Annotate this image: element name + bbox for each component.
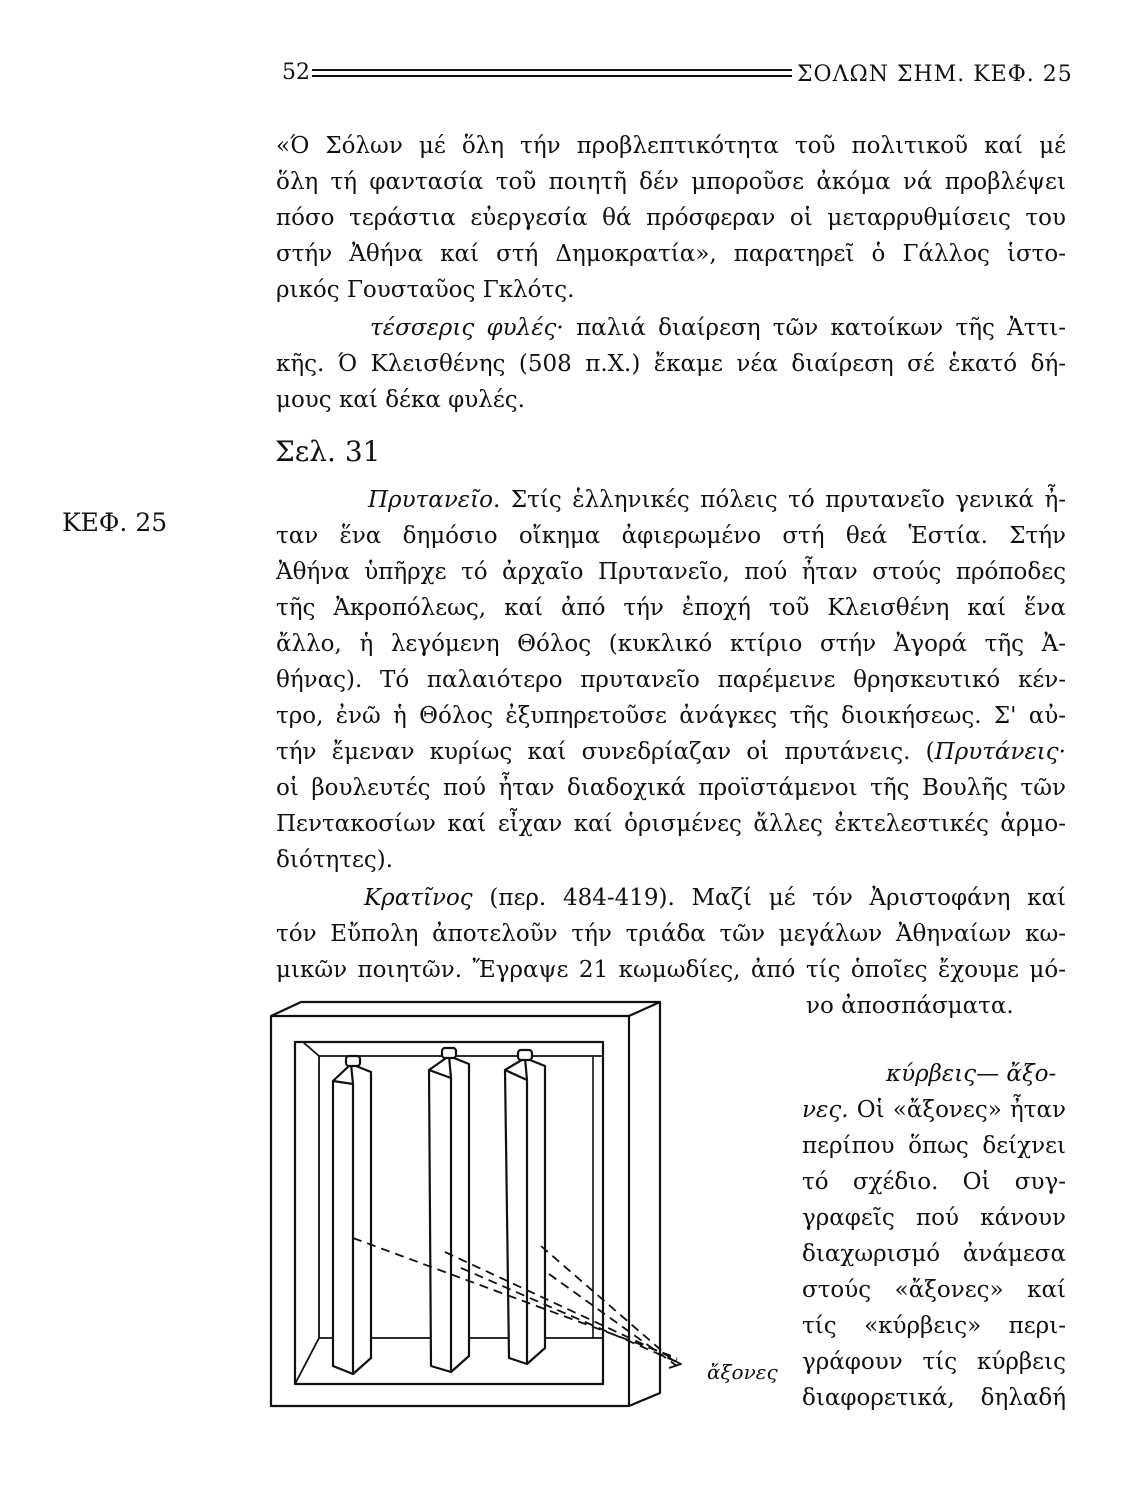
paragraph-prytaneion xyxy=(276,482,1066,878)
text-line: διαχωρισμό ἀνάμεσα xyxy=(802,1241,1066,1267)
term-four-tribes: τέσσερις φυλές· xyxy=(370,315,564,341)
paragraph-kyrbeis-axones xyxy=(802,1056,1066,1416)
frame-top-bevel xyxy=(271,1002,660,1016)
page-number: 52 xyxy=(282,60,310,85)
text-line: τίς «κύρβεις» περι- xyxy=(802,1313,1066,1339)
text-line: στήν Ἀθήνα καί στή Δημοκρατία», παρατηρεῖ ὁ Γάλλος ἱστο- xyxy=(276,241,1066,267)
term-prytaneis: Πρυτάνεις· xyxy=(934,739,1066,765)
axones-figure xyxy=(265,998,685,1422)
text-line: Πεντακοσίων καί εἶχαν καί ὁρισμένες ἄλλες ἐκτελεστικές ἁρμο- xyxy=(276,811,1066,837)
text-line: Ἀθήνα ὑπῆρχε τό ἀρχαῖο Πρυτανεῖο, πού ἦταν στούς πρόποδες xyxy=(276,559,1066,585)
term-prytaneion: Πρυτανεῖο. xyxy=(368,487,501,513)
text-fragment: παλιά διαίρεση τῶν κατοίκων τῆς Ἀττι- xyxy=(576,315,1067,341)
axon-1 xyxy=(333,1056,371,1374)
term-axones-end: νες. xyxy=(802,1097,849,1123)
text-line: ταν ἕνα δημόσιο οἴκημα ἀφιερωμένο στή θεά Ἑστία. Στήν xyxy=(276,523,1066,549)
header-rule xyxy=(312,75,792,77)
axon-2 xyxy=(429,1048,469,1372)
text-line xyxy=(276,482,1066,518)
text-line: γραφεῖς πού κάνουν xyxy=(802,1205,1066,1231)
section-heading: Σελ. 31 xyxy=(275,435,381,468)
text-line: κῆς. Ό Κλεισθένης (508 π.Χ.) ἔκαμε νέα διαίρεση σέ ἑκατό δή- xyxy=(276,351,1066,377)
text-line xyxy=(802,1092,1066,1128)
text-line: γράφουν τίς κύρβεις xyxy=(802,1349,1066,1375)
text-line: τόν Εὔπολη ἀποτελοῦν τήν τριάδα τῶν μεγάλων Ἀθηναίων κω- xyxy=(276,921,1066,947)
text-line: ρικός Γουσταῦος Γκλότς. xyxy=(276,277,575,303)
axon-3 xyxy=(505,1050,545,1364)
text-line: διότητες). xyxy=(276,847,394,873)
text-line: μικῶν ποιητῶν. Ἔγραψε 21 κωμωδίες, ἀπό τίς ὁποῖες ἔχουμε μό- xyxy=(276,957,1066,983)
text-line: τῆς Ἀκροπόλεως, καί ἀπό τήν ἐποχή τοῦ Κλεισθένη καί ἕνα xyxy=(276,595,1066,621)
text-line: ὅλη τή φαντασία τοῦ ποιητῆ δέν μποροῦσε ἀκόμα νά προβλέψει xyxy=(276,169,1066,195)
text-line: νο ἀποσπάσματα. xyxy=(806,993,1014,1019)
text-fragment: (περ. 484-419). Μαζί μέ τόν Ἀριστοφάνη καί xyxy=(489,885,1066,911)
header-rule xyxy=(312,69,792,71)
term-kyrbeis-axones: κύρβεις— ἄξο- xyxy=(886,1061,1057,1087)
text-fragment: Οἱ «ἄξονες» ἦταν xyxy=(856,1097,1066,1123)
text-line: ἄλλο, ἡ λεγόμενη Θόλος (κυκλικό κτίριο στήν Ἀγορά τῆς Ἀ- xyxy=(276,631,1066,657)
margin-chapter-note: ΚΕΦ. 25 xyxy=(62,508,168,537)
arrow-head-icon xyxy=(669,1358,681,1368)
running-title: ΣΟΛΩΝ ΣΗΜ. ΚΕΦ. 25 xyxy=(797,62,1073,87)
text-line: διαφορετικά, δηλαδή xyxy=(802,1385,1066,1411)
text-line: στούς «ἄξονες» καί xyxy=(802,1277,1066,1303)
text-line xyxy=(276,310,1066,346)
term-kratinos: Κρατῖνος xyxy=(364,885,473,911)
axones-drawing-icon xyxy=(265,998,685,1418)
text-fragment: τήν ἔμεναν κυρίως καί συνεδρίαζαν οἱ πρυτάνεις. ( xyxy=(276,739,935,765)
text-line xyxy=(802,1056,1066,1092)
text-line: οἱ βουλευτές πού ἦταν διαδοχικά προϊστάμενοι τῆς Βουλῆς τῶν xyxy=(276,775,1066,801)
text-line: «Ό Σόλων μέ ὅλη τήν προβλεπτικότητα τοῦ πολιτικοῦ καί μέ xyxy=(276,133,1066,159)
text-line xyxy=(276,734,1066,770)
text-line xyxy=(276,880,1066,916)
text-line: περίπου ὅπως δείχνει xyxy=(802,1133,1066,1159)
text-line: πόσο τεράστια εὐεργεσία θά πρόσφεραν οἱ μεταρρυθμίσεις του xyxy=(276,205,1066,231)
paragraph-solon-quote xyxy=(276,128,1066,308)
text-fragment: Στίς ἑλληνικές πόλεις τό πρυτανεῖο γενικά ἦ- xyxy=(510,487,1067,513)
figure-label: ἄξονες xyxy=(707,1360,778,1384)
text-line: θήνας). Τό παλαιότερο πρυτανεῖο παρέμεινε θρησκευτικό κέν- xyxy=(276,667,1066,693)
text-line: τρο, ἐνῶ ἡ Θόλος ἐξυπηρετοῦσε ἀνάγκες τῆς διοικήσεως. Σ' αὐ- xyxy=(276,703,1066,729)
paragraph-four-tribes xyxy=(276,310,1066,418)
text-line: τό σχέδιο. Οἱ συγ- xyxy=(802,1169,1066,1195)
text-line: μους καί δέκα φυλές. xyxy=(276,387,525,413)
